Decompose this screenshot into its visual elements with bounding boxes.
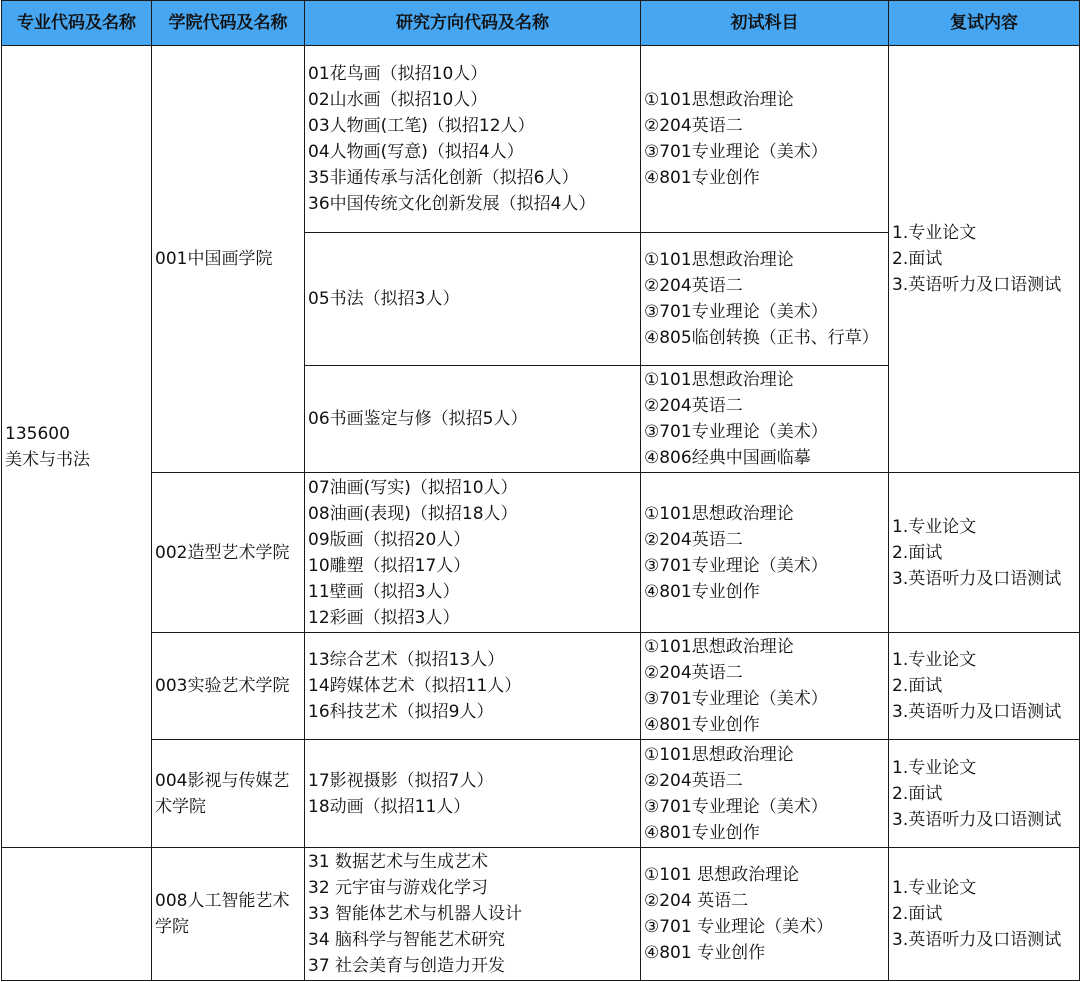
retest-item: 2.面试	[892, 783, 943, 804]
direction-item: 13综合艺术（拟招13人）	[308, 650, 505, 670]
retest-item: 3.英语听力及口语测试	[892, 809, 1062, 830]
college-name: 003实验艺术学院	[155, 676, 290, 696]
exam-item: ①101思想政治理论	[644, 637, 794, 657]
exam-item: ③701专业理论（美术）	[644, 796, 828, 817]
exam-cell	[641, 473, 889, 633]
exam-item: ③701专业理论（美术）	[644, 555, 828, 576]
exam-cell	[641, 633, 889, 740]
retest-item: 3.英语听力及口语测试	[892, 702, 1062, 722]
retest-item: 1.专业论文	[892, 223, 977, 243]
exam-item: ②204英语二	[644, 529, 743, 550]
retest-item: 1.专业论文	[892, 878, 977, 898]
college-name: 004影视与传媒艺术学院	[155, 770, 290, 817]
college-cell-002	[152, 473, 305, 633]
exam-item: ①101思想政治理论	[644, 503, 794, 524]
table-row	[2, 633, 1080, 740]
exam-item: ①101思想政治理论	[644, 250, 794, 270]
exam-item: ④806经典中国画临摹	[644, 448, 811, 468]
header-major: 专业代码及名称	[2, 1, 152, 46]
exam-item: ④801专业创作	[644, 581, 760, 602]
retest-item: 2.面试	[892, 904, 943, 924]
college-name: 002造型艺术学院	[155, 542, 290, 563]
direction-item: 02山水画（拟招10人）	[308, 90, 488, 110]
direction-item: 12彩画（拟招3人）	[308, 607, 460, 628]
header-retest: 复试内容	[889, 1, 1080, 46]
table-row	[2, 46, 1080, 233]
direction-item: 06书画鉴定与修（拟招5人）	[308, 409, 528, 429]
exam-item: ③701专业理论（美术）	[644, 689, 828, 709]
college-cell-003	[152, 633, 305, 740]
exam-item: ②204英语二	[644, 396, 743, 416]
college-name: 008人工智能艺术学院	[155, 891, 290, 937]
major-cell	[2, 46, 152, 848]
table-row	[2, 473, 1080, 633]
direction-item: 36中国传统文化创新发展（拟招4人）	[308, 194, 596, 214]
retest-cell	[889, 633, 1080, 740]
direction-item: 05书法（拟招3人）	[308, 289, 460, 309]
exam-item: ②204英语二	[644, 276, 743, 296]
table-row	[2, 848, 1080, 981]
retest-cell	[889, 740, 1080, 848]
exam-cell	[641, 848, 889, 981]
table-row	[2, 740, 1080, 848]
exam-item: ④801专业创作	[644, 715, 760, 735]
direction-item: 33 智能体艺术与机器人设计	[308, 904, 523, 924]
exam-item: ④805临创转换（正书、行草）	[644, 328, 879, 348]
direction-cell	[305, 366, 641, 473]
major-name: 美术与书法	[5, 449, 90, 470]
direction-cell	[305, 473, 641, 633]
direction-item: 32 元宇宙与游戏化学习	[308, 878, 489, 898]
retest-item: 2.面试	[892, 676, 943, 696]
retest-cell	[889, 848, 1080, 981]
retest-item: 2.面试	[892, 249, 943, 269]
exam-item: ②204英语二	[644, 116, 743, 136]
college-cell-004	[152, 740, 305, 848]
direction-cell	[305, 633, 641, 740]
direction-item: 11壁画（拟招3人）	[308, 581, 460, 602]
header-direction: 研究方向代码及名称	[305, 1, 641, 46]
direction-item: 08油画(表现)（拟招18人）	[308, 503, 518, 524]
header-college: 学院代码及名称	[152, 1, 305, 46]
exam-item: ②204英语二	[644, 770, 743, 791]
direction-item: 35非通传承与活化创新（拟招6人）	[308, 168, 579, 188]
exam-item: ④801 专业创作	[644, 943, 766, 963]
exam-item: ①101思想政治理论	[644, 90, 794, 110]
direction-item: 18动画（拟招11人）	[308, 796, 471, 817]
exam-item: ②204 英语二	[644, 891, 749, 911]
retest-cell	[889, 473, 1080, 633]
exam-item: ①101 思想政治理论	[644, 865, 800, 885]
exam-cell	[641, 366, 889, 473]
direction-item: 04人物画(写意)（拟招4人）	[308, 142, 524, 162]
exam-item: ④801专业创作	[644, 168, 760, 188]
college-cell-008	[152, 848, 305, 981]
major-cell-empty	[2, 848, 152, 981]
exam-cell	[641, 740, 889, 848]
direction-item: 03人物画(工笔)（拟招12人）	[308, 116, 535, 136]
direction-cell	[305, 233, 641, 366]
direction-item: 16科技艺术（拟招9人）	[308, 702, 494, 722]
direction-item: 01花鸟画（拟招10人）	[308, 64, 488, 84]
exam-item: ④801专业创作	[644, 822, 760, 843]
direction-item: 09版画（拟招20人）	[308, 529, 471, 550]
direction-item: 10雕塑（拟招17人）	[308, 555, 471, 576]
direction-cell	[305, 46, 641, 233]
exam-item: ③701专业理论（美术）	[644, 302, 828, 322]
direction-item: 37 社会美育与创造力开发	[308, 956, 506, 976]
direction-item: 34 脑科学与智能艺术研究	[308, 930, 506, 950]
major-code: 135600	[5, 423, 70, 444]
college-cell-001	[152, 46, 305, 473]
exam-item: ③701 专业理论（美术）	[644, 917, 834, 937]
direction-cell	[305, 848, 641, 981]
college-name: 001中国画学院	[155, 249, 273, 269]
direction-item: 07油画(写实)（拟招10人）	[308, 477, 518, 498]
exam-item: ①101思想政治理论	[644, 744, 794, 765]
retest-item: 1.专业论文	[892, 650, 977, 670]
direction-cell	[305, 740, 641, 848]
exam-item: ③701专业理论（美术）	[644, 422, 828, 442]
retest-item: 3.英语听力及口语测试	[892, 275, 1062, 295]
exam-cell	[641, 233, 889, 366]
retest-cell	[889, 46, 1080, 473]
retest-item: 3.英语听力及口语测试	[892, 930, 1062, 950]
retest-item: 3.英语听力及口语测试	[892, 568, 1062, 589]
exam-item: ②204英语二	[644, 663, 743, 683]
exam-cell	[641, 46, 889, 233]
direction-item: 31 数据艺术与生成艺术	[308, 852, 489, 872]
retest-item: 1.专业论文	[892, 757, 977, 778]
direction-item: 17影视摄影（拟招7人）	[308, 770, 494, 791]
direction-item: 14跨媒体艺术（拟招11人）	[308, 676, 522, 696]
admission-table	[1, 0, 1080, 981]
header-row	[2, 1, 1080, 46]
exam-item: ①101思想政治理论	[644, 370, 794, 390]
retest-item: 2.面试	[892, 542, 943, 563]
retest-item: 1.专业论文	[892, 516, 977, 537]
exam-item: ③701专业理论（美术）	[644, 142, 828, 162]
header-exam: 初试科目	[641, 1, 889, 46]
